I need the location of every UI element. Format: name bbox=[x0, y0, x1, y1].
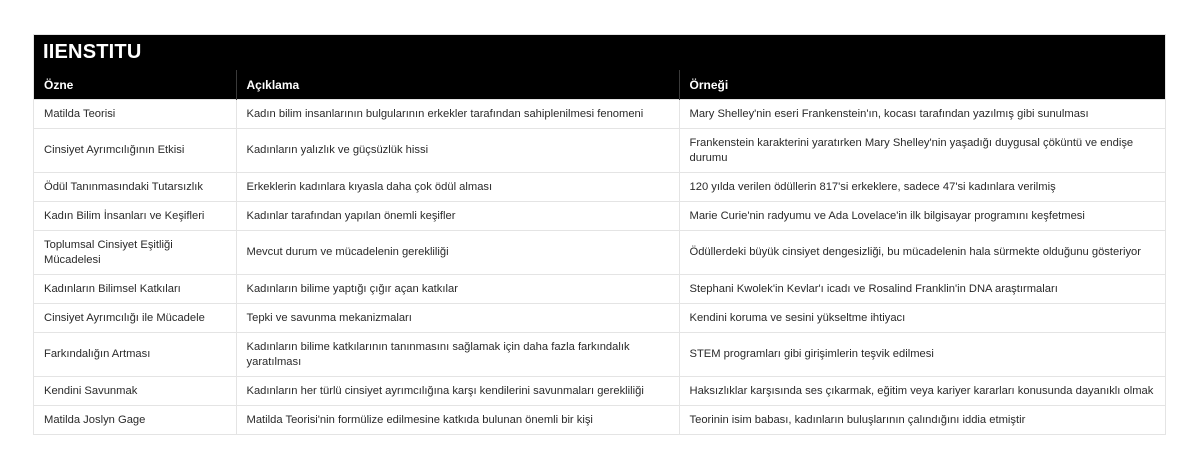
cell-example: Ödüllerdeki büyük cinsiyet dengesizliği, bu mücadelenin hala sürmekte olduğunu gösteriyor bbox=[679, 231, 1165, 275]
data-table bbox=[34, 70, 1165, 434]
cell-description: Kadınların yalızlık ve güçsüzlük hissi bbox=[236, 129, 679, 173]
cell-subject: Kadın Bilim İnsanları ve Keşifleri bbox=[34, 202, 236, 231]
table-row bbox=[34, 173, 1165, 202]
cell-subject: Matilda Teorisi bbox=[34, 100, 236, 129]
table-row bbox=[34, 304, 1165, 333]
cell-description: Kadın bilim insanlarının bulgularının erkekler tarafından sahiplenilmesi fenomeni bbox=[236, 100, 679, 129]
table-row bbox=[34, 231, 1165, 275]
cell-subject: Kadınların Bilimsel Katkıları bbox=[34, 275, 236, 304]
table-row bbox=[34, 333, 1165, 377]
table-row bbox=[34, 129, 1165, 173]
table-row bbox=[34, 202, 1165, 231]
column-header-subject: Özne bbox=[34, 70, 236, 100]
cell-example: Haksızlıklar karşısında ses çıkarmak, eğitim veya kariyer kararları konusunda dayanıklı olmak bbox=[679, 377, 1165, 406]
cell-description: Kadınların bilime yaptığı çığır açan katkılar bbox=[236, 275, 679, 304]
cell-subject: Cinsiyet Ayrımcılığı ile Mücadele bbox=[34, 304, 236, 333]
cell-example: 120 yılda verilen ödüllerin 817'si erkeklere, sadece 47'si kadınlara verilmiş bbox=[679, 173, 1165, 202]
data-table-container bbox=[33, 34, 1166, 435]
cell-description: Kadınların bilime katkılarının tanınmasını sağlamak için daha fazla farkındalık yaratılması bbox=[236, 333, 679, 377]
cell-description: Kadınların her türlü cinsiyet ayrımcılığına karşı kendilerini savunmaları gerekliliği bbox=[236, 377, 679, 406]
cell-subject: Farkındalığın Artması bbox=[34, 333, 236, 377]
cell-example: Teorinin isim babası, kadınların buluşlarının çalındığını iddia etmiştir bbox=[679, 406, 1165, 435]
cell-subject: Toplumsal Cinsiyet Eşitliği Mücadelesi bbox=[34, 231, 236, 275]
cell-description: Kadınlar tarafından yapılan önemli keşifler bbox=[236, 202, 679, 231]
cell-subject: Kendini Savunmak bbox=[34, 377, 236, 406]
cell-example: Kendini koruma ve sesini yükseltme ihtiyacı bbox=[679, 304, 1165, 333]
cell-description: Tepki ve savunma mekanizmaları bbox=[236, 304, 679, 333]
cell-example: Marie Curie'nin radyumu ve Ada Lovelace'in ilk bilgisayar programını keşfetmesi bbox=[679, 202, 1165, 231]
cell-example: Stephani Kwolek'in Kevlar'ı icadı ve Rosalind Franklin'in DNA araştırmaları bbox=[679, 275, 1165, 304]
cell-subject: Ödül Tanınmasındaki Tutarsızlık bbox=[34, 173, 236, 202]
column-header-description: Açıklama bbox=[236, 70, 679, 100]
cell-example: Frankenstein karakterini yaratırken Mary Shelley'nin yaşadığı duygusal çöküntü ve endişe durumu bbox=[679, 129, 1165, 173]
table-header-row bbox=[34, 70, 1165, 100]
table-row bbox=[34, 377, 1165, 406]
cell-example: STEM programları gibi girişimlerin teşvik edilmesi bbox=[679, 333, 1165, 377]
cell-example: Mary Shelley'nin eseri Frankenstein'ın, kocası tarafından yazılmış gibi sunulması bbox=[679, 100, 1165, 129]
column-header-example: Örneği bbox=[679, 70, 1165, 100]
cell-description: Erkeklerin kadınlara kıyasla daha çok ödül alması bbox=[236, 173, 679, 202]
cell-subject: Matilda Joslyn Gage bbox=[34, 406, 236, 435]
table-row bbox=[34, 275, 1165, 304]
brand-title: IIENSTITU bbox=[34, 35, 1165, 70]
cell-description: Mevcut durum ve mücadelenin gerekliliği bbox=[236, 231, 679, 275]
table-row bbox=[34, 406, 1165, 435]
cell-subject: Cinsiyet Ayrımcılığının Etkisi bbox=[34, 129, 236, 173]
table-row bbox=[34, 100, 1165, 129]
cell-description: Matilda Teorisi'nin formülize edilmesine katkıda bulunan önemli bir kişi bbox=[236, 406, 679, 435]
